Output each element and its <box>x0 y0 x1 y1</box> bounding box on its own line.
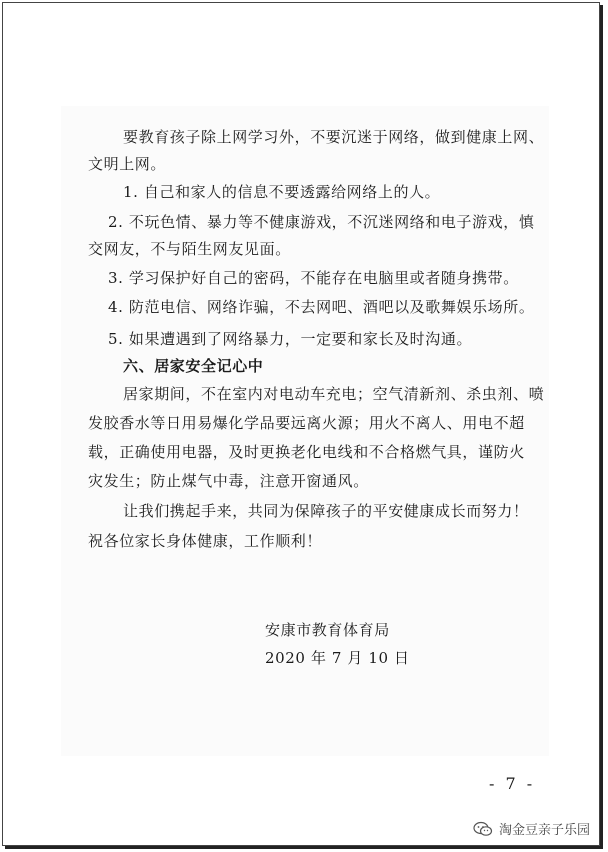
paragraph-1-line-1: 要教育孩子除上网学习外，不要沉迷于网络，做到健康上网、 <box>123 128 545 146</box>
paragraph-home-line-3: 载，正确使用电器，及时更换老化电线和不合格燃气具，谨防火 <box>88 443 525 461</box>
signature-date: 2020 年 7 月 10 日 <box>265 649 410 667</box>
closing-line-1: 让我们携起手来，共同为保障孩子的平安健康成长而努力！ <box>123 502 529 520</box>
closing-line-2: 祝各位家长身体健康，工作顺利！ <box>88 532 323 550</box>
wechat-icon <box>473 821 493 837</box>
list-item-4: 4. 防范电信、网络诈骗，不去网吧、酒吧以及歌舞娱乐场所。 <box>108 298 535 316</box>
list-item-3: 3. 学习保护好自己的密码，不能存在电脑里或者随身携带。 <box>108 269 519 287</box>
paragraph-home-line-4: 灾发生；防止煤气中毒，注意开窗通风。 <box>88 472 369 490</box>
section-heading: 六、居家安全记心中 <box>123 357 264 375</box>
paragraph-1-line-2: 文明上网。 <box>88 155 167 173</box>
page-number: - 7 - <box>489 774 536 793</box>
paragraph-home-line-1: 居家期间，不在室内对电动车充电；空气清新剂、杀虫剂、喷 <box>123 385 545 403</box>
list-item-1: 1. 自己和家人的信息不要透露给网络上的人。 <box>123 183 441 201</box>
list-item-2-line-2: 交网友，不与陌生网友见面。 <box>88 240 291 258</box>
list-item-2-line-1: 2. 不玩色情、暴力等不健康游戏，不沉迷网络和电子游戏，慎 <box>108 213 535 231</box>
watermark <box>473 819 590 838</box>
signature-organization: 安康市教育体育局 <box>265 621 390 639</box>
watermark-text: 淘金豆亲子乐园 <box>498 823 590 838</box>
paragraph-home-line-2: 发胶香水等日用易爆化学品要远离火源；用火不离人、用电不超 <box>88 414 525 432</box>
list-item-5: 5. 如果遭遇到了网络暴力，一定要和家长及时沟通。 <box>108 330 473 348</box>
